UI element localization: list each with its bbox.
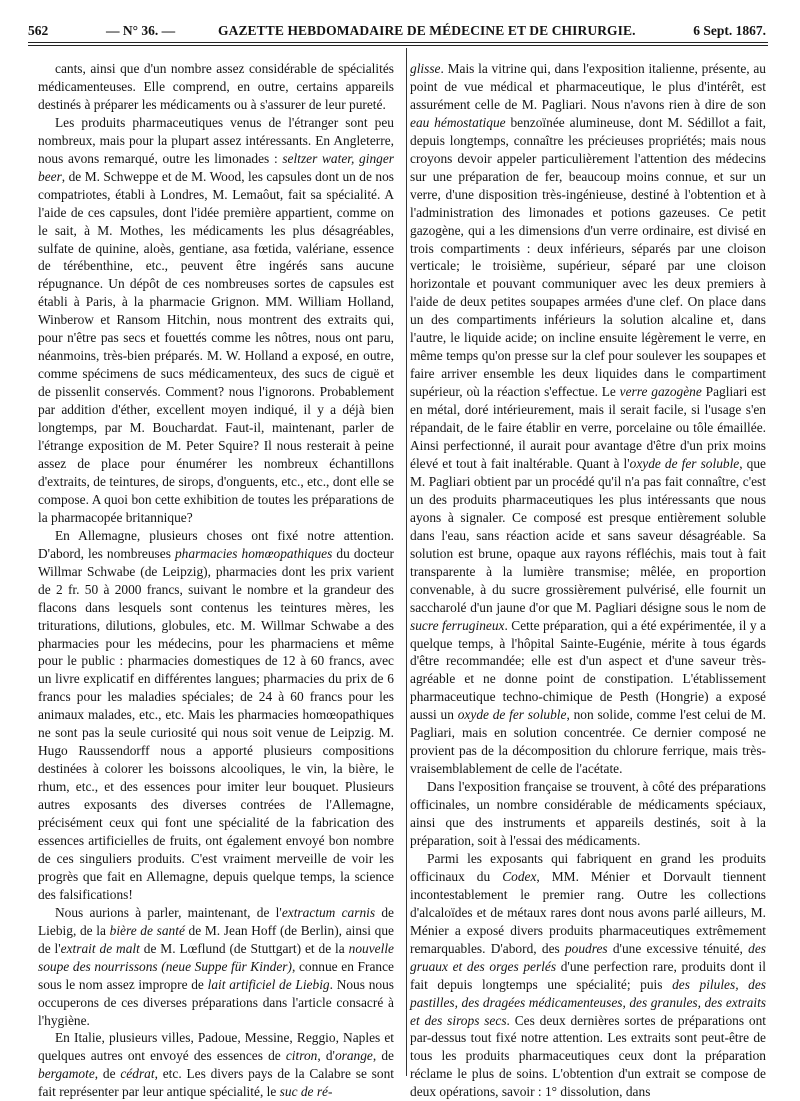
text-run: , non solide, comme l'est celui de M. Pagliari, mais en solution concentrée. Ce dernier composé ne provient pas de la décomposition du chlorure ferrique, mais très-vraisemblablement de celle de l'acétate. bbox=[410, 707, 767, 777]
italic-text-run: extractum carnis bbox=[281, 904, 376, 920]
issue-date: 6 Sept. 1867. bbox=[693, 23, 766, 38]
paragraph bbox=[410, 778, 766, 850]
italic-text-run: des pilules, des pastilles, des dragées médicamenteuses, des granules, des extraits et des sirops secs bbox=[410, 976, 766, 1028]
text-run: d'une excessive ténuité, bbox=[607, 940, 749, 956]
paragraph bbox=[410, 850, 766, 1101]
italic-text-run: citron bbox=[285, 1048, 318, 1064]
column-divider bbox=[406, 48, 407, 1076]
paragraph bbox=[38, 527, 394, 904]
text-run: , etc. Les divers pays de la Calabre se sont fait représenter par leur antique spécialité, le bbox=[38, 1066, 395, 1100]
right-column bbox=[410, 60, 766, 1101]
text-run: du docteur Willmar Schwabe (de Leipzig), pharmacies dont les prix varient de 2 fr. 50 à 2000 francs, suivant le nombre et la grandeur des flacons dans lesquels sont contenus les teintures mères, les triturations, dilutions, globules, etc. M. Willmar Schwabe a des pharmacies pour les médecins, pour les pharmaciens et même pour le public : pharmacies domestiques de 12 à 60 francs, avec un livre explicatif en différentes langues; pharmacies du prix de 6 francs pour les maladies spéciales; de 24 à 60 francs pour les animaux malades, etc., etc. Mais les pharmacies homœopathiques ne sont pas la seule curiosité qui nous soit venue de Leipzig. M. Hugo Raussendorff nous a apporté plusieurs compositions destinées à colorer les boissons alcooliques, le vin, la bière, le rhum, etc., et des essences pour imiter leur bouquet. Plusieurs autres exposants des diverses contrées de l'Allemagne, précisément ceux qui font une spécialité de la fabrication des essences artificielles de fruits, ont également envoyé bon nombre de ces singuliers produits. C'est vraiment merveille de voir les progrès que fait en Allemagne, depuis quelque temps, la science des falsifications! bbox=[38, 545, 394, 902]
text-run: . Nous nous occuperons de ces diverses préparations dans l'article consacré à l'hygiène. bbox=[38, 976, 394, 1028]
italic-text-run: orange bbox=[334, 1048, 373, 1064]
text-run: cants, ainsi que d'un nombre assez considérable de spécialités médicamenteuses. Elle comprend, en outre, certains appareils destinés à préparer les médicaments ou à s'assurer de leur pureté. bbox=[38, 61, 394, 112]
text-run: . Cette préparation, qui a été expérimentée, il y a quelque temps, à l'hôpital Sainte-Eugénie, mérite à tous égards d'être recommandée; elle est d'un aspect et d'une saveur très-agréable et ne donne point de constipation. L'établissement pharmaceutique techno-chimique de Pesth (Hongrie) a exposé aussi un bbox=[410, 617, 766, 723]
paragraph bbox=[38, 1029, 394, 1101]
text-run: , de bbox=[94, 1066, 121, 1082]
italic-text-run: oxyde de fer soluble bbox=[457, 707, 567, 723]
text-run: , de bbox=[372, 1048, 394, 1064]
text-run: Les produits pharmaceutiques venus de l'étranger sont peu nombreux, mais pour la plupart assez intéressants. En Angleterre, nous avons remarqué, outre les limonades : bbox=[38, 114, 394, 166]
header-rule bbox=[28, 42, 768, 43]
page-number: 562 bbox=[28, 23, 49, 38]
italic-text-run: eau hémostatique bbox=[410, 114, 506, 130]
paragraph bbox=[410, 60, 766, 778]
text-run: , d' bbox=[317, 1048, 335, 1064]
paragraph bbox=[38, 114, 394, 527]
header-rule-secondary bbox=[28, 45, 768, 46]
left-column bbox=[38, 60, 394, 1101]
text-run: benzoïnée alumineuse, dont M. Sédillot a fait, depuis longtemps, connaître les précieuses propriétés; mais nous croyons devoir appeler particulièrement l'attention des médecins sur une préparation de fer, beaucoup moins connue, et sur un verre, d'une disposition très-ingénieuse, destiné à l'obtention et à l'administration des limonades et potions gazeuses. Ce petit gazogène, qui a les dimensions d'un verre ordinaire, est divisé en trois compartiments : deux inférieurs, séparés par une cloison verticale; le troisième, supérieur, séparé par une cloison horizontale et pouvant communiquer avec les deux premiers à l'aide de deux petites soupapes armées d'une clef. On place dans un des compartiments inférieurs la solution alcaline et, dans l'autre, le liquide acide; on incline ensuite légèrement le verre, en même temps qu'on presse sur la clef pour soulever les soupapes et faire arriver ensemble les deux liquides dans le compartiment supérieur, où la réaction s'effectue. Le bbox=[410, 114, 766, 400]
italic-text-run: bière de santé bbox=[109, 922, 185, 938]
italic-text-run: seltzer water, ginger beer bbox=[38, 150, 394, 184]
italic-text-run: sucre ferrugineux bbox=[410, 617, 505, 633]
italic-text-run: suc de ré- bbox=[279, 1084, 333, 1100]
italic-text-run: extrait de malt bbox=[60, 940, 140, 956]
text-run: Pagliari est en métal, doré intérieurement, mais il serait facile, si l'usage s'en répandait, de le faire établir en verre, porcelaine ou tôle émaillée. Ainsi perfectionné, il aurait pour avantage d'être d'un prix moins élevé et tout à fait inaltérable. Quant à l' bbox=[410, 384, 766, 471]
italic-text-run: nouvelle soupe des nourrissons (neue Suppe für Kinder) bbox=[38, 940, 394, 974]
italic-text-run: verre gazogène bbox=[619, 384, 702, 400]
text-run: En Allemagne, plusieurs choses ont fixé notre attention. D'abord, les nombreuses bbox=[38, 527, 394, 561]
issue-number: — N° 36. — bbox=[106, 23, 176, 38]
text-run: de M. Jean Hoff (de Berlin), ainsi que de l' bbox=[38, 922, 394, 956]
italic-text-run: glisse bbox=[410, 61, 441, 76]
italic-text-run: pharmacies homœopathiques bbox=[174, 545, 333, 561]
text-run: d'une perfection rare, produits dont il fait depuis longtemps une spécialité; puis bbox=[410, 958, 766, 992]
italic-text-run: poudres bbox=[564, 940, 608, 956]
text-run: Nous aurions à parler, maintenant, de l' bbox=[55, 904, 282, 920]
italic-text-run: oxyde de fer soluble bbox=[629, 455, 740, 471]
italic-text-run: bergamote bbox=[38, 1066, 95, 1082]
text-run: Parmi les exposants qui fabriquent en grand les produits officinaux du bbox=[410, 850, 766, 884]
italic-text-run: des gruaux et des orges perlés bbox=[410, 940, 766, 974]
text-run: En Italie, plusieurs villes, Padoue, Messine, Reggio, Naples et quelques autres ont envoyé des essences de bbox=[38, 1030, 394, 1064]
text-run: de Liebig, de la bbox=[38, 904, 394, 938]
italic-text-run: cédrat bbox=[120, 1066, 155, 1082]
text-run: de M. Lœflund (de Stuttgart) et de la bbox=[139, 940, 349, 956]
text-run: , connue en France sous le nom assez impropre de bbox=[38, 958, 394, 992]
text-run: , que M. Pagliari obtient par un procédé qu'il n'a pas fait connaître, c'est un des produits pharmaceutiques les plus intéressants que nous ayons à signaler. Ce composé est presque entièrement soluble dans l'eau, sans réaction acide et sans saveur désagréable. Sa solution est brune, opaque aux rayons réfléchis, mais tout à fait transparente à la lumière transmise; mêlée, en proportion convenable, à du sucre grossièrement pulvérisé, elle fournit un saccharolé d'un jaune d'or que M. Pagliari désigne sous le nom de bbox=[410, 455, 766, 615]
text-run: , MM. Ménier et Dorvault tiennent incontestablement le premier rang. Outre les collections d'alcaloïdes et de métaux rares dont nous avons parlé ailleurs, M. Ménier a exposé divers produits pharmaceutiques extrêmement remarquables. D'abord, des bbox=[410, 868, 766, 956]
italic-text-run: Codex bbox=[502, 868, 537, 884]
text-run: Dans l'exposition française se trouvent, à côté des préparations officinales, un nombre considérable de médicaments spéciaux, ainsi que des instruments et appareils destinés, soit à la préparation, soit à l'essai des médicaments. bbox=[410, 779, 766, 848]
paragraph bbox=[38, 904, 394, 1030]
paragraph bbox=[38, 60, 394, 114]
running-header bbox=[28, 20, 766, 42]
text-run: . Mais la vitrine qui, dans l'exposition italienne, présente, au point de vue médical et pharmaceutique, le plus d'intérêt, est assurément celle de M. Pagliari. Nous n'avons rien à dire de son bbox=[410, 61, 766, 112]
journal-title: GAZETTE HEBDOMADAIRE DE MÉDECINE ET DE CHIRURGIE. bbox=[218, 23, 636, 38]
italic-text-run: lait artificiel de Liebig bbox=[207, 976, 330, 992]
text-run: . Ces deux dernières sortes de préparations ont par-dessus tout fixé notre attention. Les extraits sont peut-être de tous les produits pharmaceutiques ceux dont la préparation réclame le plus de soins. L'obtention d'un extrait se compose de deux opérations, savoir : 1° dissolution, dans bbox=[410, 1012, 766, 1100]
text-run: , de M. Schweppe et de M. Wood, les capsules dont un de nos compatriotes, établi à Londres, M. Lemaôut, fait sa spécialité. A l'aide de ces capsules, dont l'idée première appartient, comme on le sait, à M. Mothes, les médicaments les plus désagréables, sulfate de quinine, aloès, gentiane, asa fœtida, valériane, essence de térébenthine, etc., peuvent être ingérés sans aucune répugnance. Un dépôt de ces nombreuses sortes de capsules est établi à Paris, à la pharmacie Grignon. MM. William Holland, Winberow et Ransom Hitchin, nous montrent des extraits qui, pour n'être pas secs et fouettés comme les nôtres, nous ont paru, néanmoins, très-bien préparés. M. W. Holland a exposé, en outre, comme spécimens de sucs médicamenteux, des sucs de ciguë et de pissenlit conservés. Comment? nous l'ignorons. Probablement par addition d'éther, excellent moyen indiqué, il y a déjà bien longtemps, par M. Bouchardat. Faut-il, maintenant, parler de l'étrange exposition de M. Peter Squire? Il nous resterait à peine assez de place pour énumérer les nombreux échantillons d'extraits, de teintures, de sirops, d'onguents, etc., etc., dont elle se compose. A quoi bon cette exhibition de toutes les préparations de la pharmacopée britannique? bbox=[38, 168, 394, 525]
